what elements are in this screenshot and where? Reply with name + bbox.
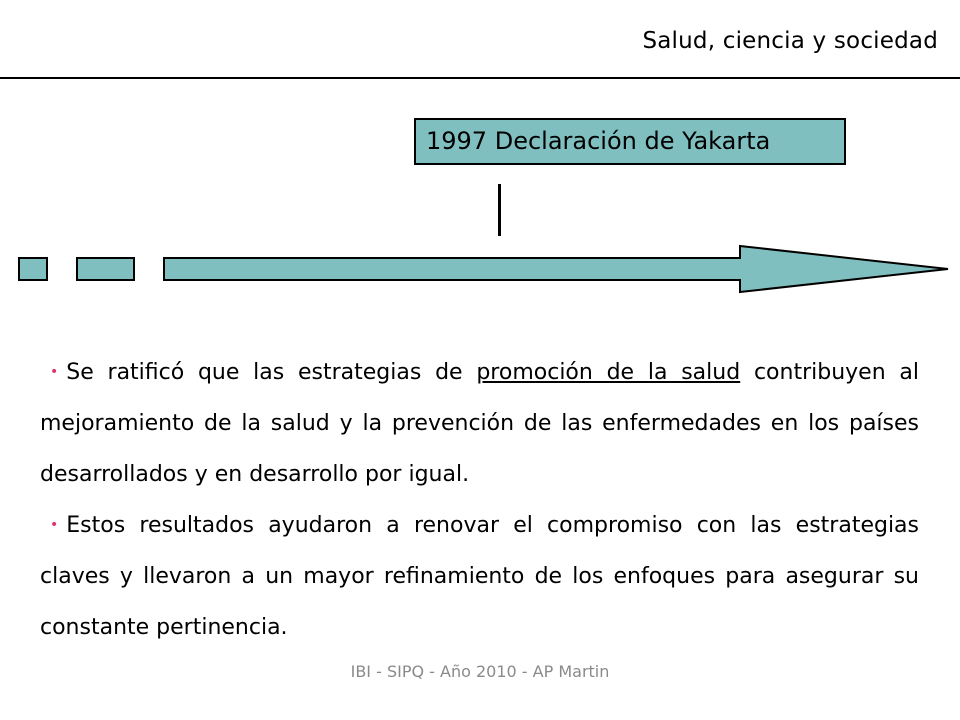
timeline-event-label: 1997 Declaración de Yakarta: [426, 127, 771, 155]
bullet-2-text: Estos resultados ayudaron a renovar el compromiso con las estrategias claves y llevaron a un mayor refinamiento de los enfoques para asegurar su constante pertinencia.: [40, 513, 919, 640]
bullet-1-text-before: Se ratificó que las estrategias de: [66, 360, 477, 385]
timeline-arrow: [0, 238, 960, 298]
header-divider: [0, 77, 960, 79]
bullet-1-underlined-term: promoción de la salud: [476, 360, 741, 385]
timeline-connector-line: [498, 184, 501, 236]
slide-header-title: Salud, ciencia y sociedad: [642, 28, 938, 54]
bullet-marker-icon: •: [50, 364, 59, 380]
timeline-dash-2: [77, 258, 134, 280]
bullet-marker-icon: •: [50, 517, 59, 533]
slide-footer: IBI - SIPQ - Año 2010 - AP Martin: [350, 662, 610, 681]
timeline-arrow-body: [164, 246, 948, 292]
bullet-item-1: [40, 347, 919, 500]
timeline-dash-1: [19, 258, 47, 280]
timeline-event-box: [414, 118, 846, 165]
bullet-list: [40, 347, 919, 653]
bullet-item-2: [40, 500, 919, 653]
bullet-1-text-after: contribuyen al mejoramiento de la salud y la prevención de las enfermedades en los países desarrollados y en desarrollo por igual.: [40, 360, 919, 487]
